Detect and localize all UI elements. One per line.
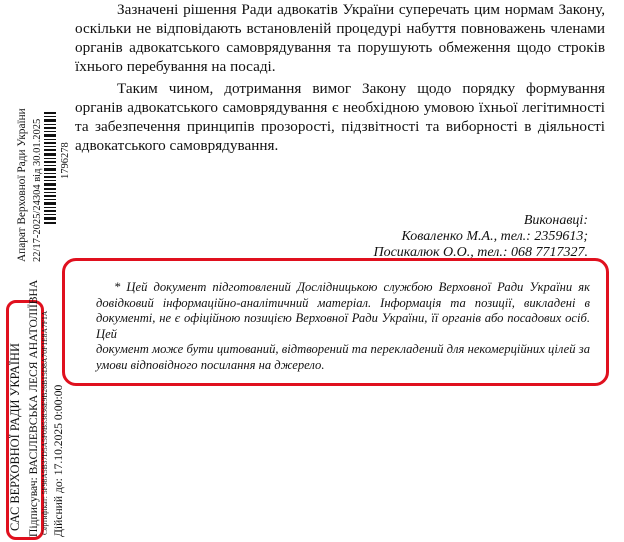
executor-1: Коваленко М.А., тел.: 2359613;: [401, 229, 588, 244]
note-line: документі, не є офіційною позицією Верховної Ради України, її органів або посадових осіб. Цей: [96, 311, 590, 341]
text-line: адвокатського самоврядування.: [75, 137, 279, 154]
text-line: їхнього перебування на посаді.: [75, 58, 276, 75]
document-body: [75, 0, 605, 155]
note-line: * Цей документ підготовлений Дослідницькою службою Верховної Ради України як: [114, 280, 590, 294]
text-line: органів адвокатського самоврядування є необхідною умовою їхньої легітимності: [75, 99, 605, 116]
registration-office: Апарат Верховної Ради України: [16, 108, 28, 262]
text-line: оскільки не відповідають встановленій процедурі набуття повноважень членами: [75, 20, 605, 37]
executors-label: Виконавці:: [523, 213, 588, 228]
executor-2: Посикалюк О.О., тел.: 068 7717327.: [373, 245, 588, 260]
barcode-icon: [44, 110, 56, 226]
text-line: Зазначені рішення Ради адвокатів України суперечать цим нормам Закону,: [117, 1, 605, 18]
signature-certificate: Сертифікат: 5F98A5B37D5A5F0B53836E9B26B15D8A70F1E8A7F1A: [40, 310, 49, 535]
registration-ref: 22/17-2025/24304 від 30.01.2025: [32, 118, 43, 262]
note-line: умови відповідного посилання на джерело.: [96, 357, 325, 372]
paragraph-1: [75, 0, 605, 76]
note-line: довідковий інформаційно-аналітичний матеріал. Інформація та позиції, викладені в: [96, 295, 590, 310]
signature-system: САС ВЕРХОВНОЇ РАДИ УКРАЇНИ: [8, 343, 22, 531]
paragraph-2: [75, 79, 605, 155]
text-line: органів адвокатського самоврядування та порушують обмеження щодо строків: [75, 39, 605, 56]
text-line: Таким чином, дотримання вимог Закону щодо порядку формування: [117, 80, 605, 97]
disclaimer-note: [96, 280, 590, 373]
registration-number: 1796278: [60, 142, 71, 179]
text-line: та забезпечення принципів прозорості, підзвітності та виборності в діяльності: [75, 118, 605, 135]
executors-block: [373, 213, 588, 261]
note-line: документ може бути цитований, відтворений та перекладений для некомерційних цілей за: [96, 342, 590, 356]
signature-signer: Підписувач: ВАСІЛЕВСЬКА ЛЕСЯ АНАТОЛІЇВНА: [27, 279, 40, 537]
signature-valid-until: Дійсний до: 17.10.2025 0:00:00: [52, 384, 65, 537]
